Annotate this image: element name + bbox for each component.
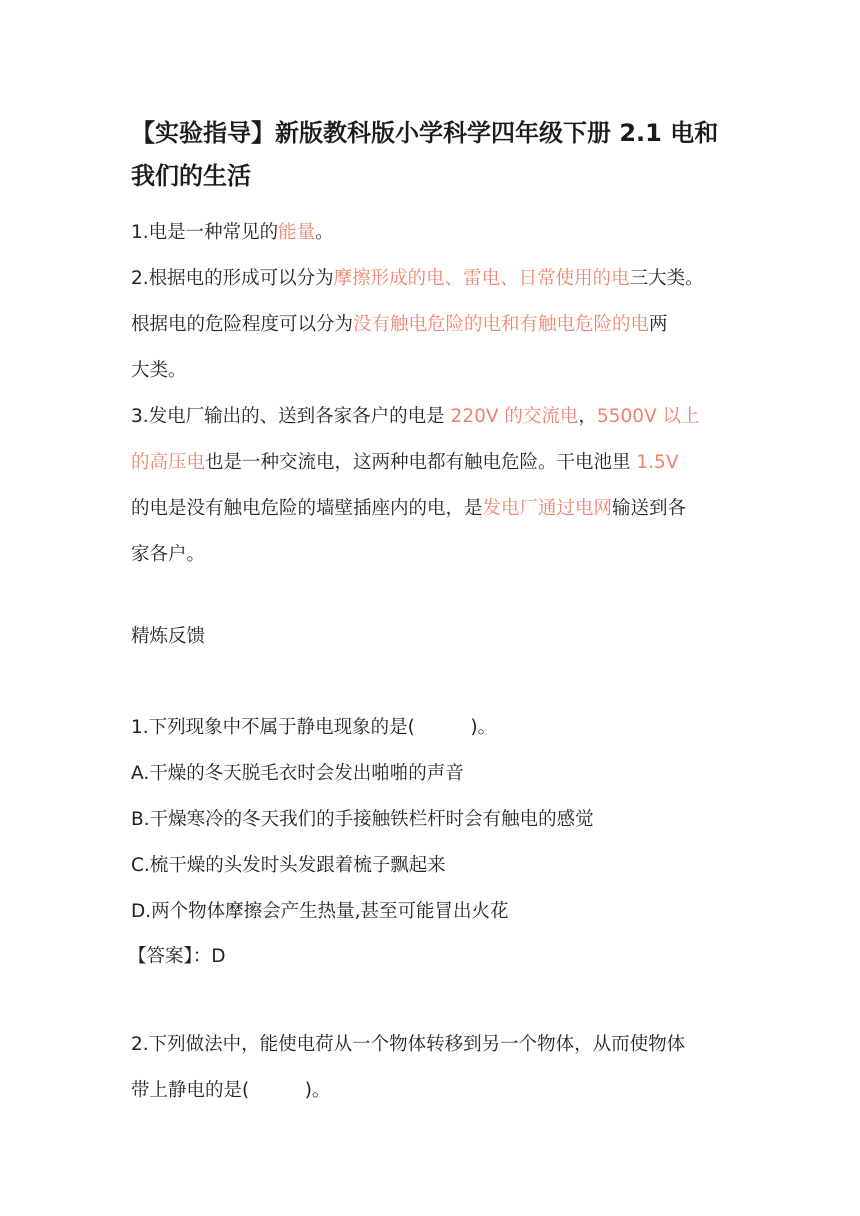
kp3-line-2: [131, 440, 743, 486]
kp2-line-2: [131, 302, 743, 348]
text-segment: 三大类。: [629, 268, 704, 289]
text-segment: 的电是没有触电危险的墙壁插座内的电，是: [131, 498, 483, 519]
highlight-answer: 的高压电: [131, 452, 206, 473]
question-2-stem: [131, 1022, 743, 1114]
title-line-1: 【实验指导】新版教科版小学科学四年级下册 2.1 电和: [131, 119, 719, 147]
question-1-option-a: A.干燥的冬天脱毛衣时会发出啪啪的声音: [131, 763, 464, 784]
kp3-line-1: [131, 394, 743, 440]
title-line-2: 我们的生活: [131, 162, 251, 190]
knowledge-point-1: [131, 210, 743, 256]
q2-line-2: 带上静电的是( )。: [131, 1080, 331, 1101]
highlight-answer: 发电厂通过电网: [482, 498, 613, 519]
document-title: [131, 112, 751, 198]
knowledge-point-3: [131, 394, 743, 578]
text-segment: ，: [578, 406, 597, 427]
highlight-answer: 没有触电危险的电和有触电危险的电: [353, 314, 650, 335]
kp3-line-4: 家各户。: [131, 544, 206, 565]
highlight-answer: 5500V 以上: [596, 406, 700, 427]
text-segment: 。: [315, 222, 334, 243]
knowledge-point-2: [131, 256, 743, 394]
highlight-answer: 摩擦形成的电、雷电、日常使用的电: [333, 268, 630, 289]
text-segment: 根据电的危险程度可以分为: [131, 314, 354, 335]
highlight-answer: 220V 的交流电: [450, 406, 579, 427]
question-1-stem: 1.下列现象中不属于静电现象的是( )。: [131, 717, 497, 738]
text-segment: 3.发电厂输出的、送到各家各户的电是: [131, 406, 451, 427]
highlight-answer: 1.5V: [636, 452, 679, 473]
highlight-answer: 能量: [278, 222, 316, 243]
text-segment: 1.电是一种常见的: [131, 222, 279, 243]
section-title: 精炼反馈: [131, 626, 206, 647]
text-segment: 2.根据电的形成可以分为: [131, 268, 334, 289]
question-1-option-c: C.梳干燥的头发时头发跟着梳子飘起来: [131, 855, 446, 876]
text-segment: 两: [649, 314, 668, 335]
question-1-option-d: D.两个物体摩擦会产生热量,甚至可能冒出火花: [131, 901, 509, 922]
text-segment: 输送到各: [612, 498, 687, 519]
question-1-answer: 【答案】：D: [128, 946, 226, 967]
q2-line-1: 2.下列做法中，能使电荷从一个物体转移到另一个物体，从而使物体: [131, 1034, 686, 1055]
kp2-line-1: [131, 256, 743, 302]
text-segment: 也是一种交流电，这两种电都有触电危险。干电池里: [205, 452, 637, 473]
question-1-option-b: B.干燥寒冷的冬天我们的手接触铁栏杆时会有触电的感觉: [131, 809, 594, 830]
kp2-line-3: 大类。: [131, 360, 187, 381]
kp3-line-3: [131, 486, 743, 532]
